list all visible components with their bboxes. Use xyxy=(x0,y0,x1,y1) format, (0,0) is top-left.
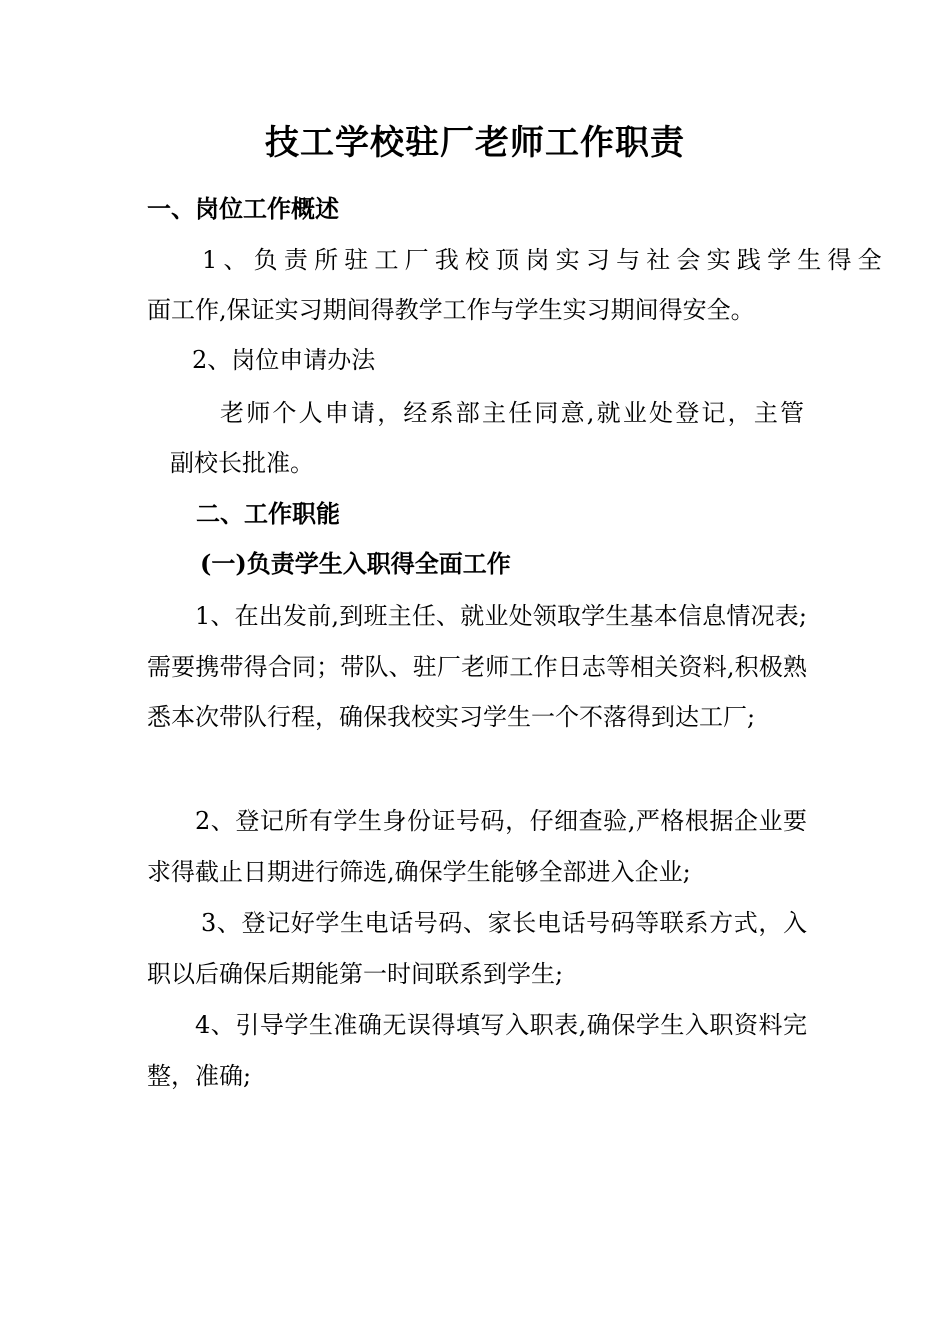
item2-line1: 老师个人申请，经系部主任同意,就业处登记，主管 xyxy=(220,399,807,427)
section-heading-functions: 二、工作职能 xyxy=(196,499,340,528)
item1-line1: 1、负责所驻工厂我校顶岗实习与社会实践学生得全 xyxy=(202,246,888,274)
item2-heading: 2、岗位申请办法 xyxy=(192,346,376,374)
duty-paragraph-1: 1、在出发前,到班主任、就业处领取学生基本信息情况表;需要携带得合同；带队、驻厂老师工作日志等相关资料,积极熟悉本次带队行程，确保我校实习学生一个不落得到达工厂; xyxy=(147,602,807,732)
section-heading-overview: 一、岗位工作概述 xyxy=(147,194,339,223)
item2-line2: 副校长批准。 xyxy=(170,449,314,477)
duty-paragraph-4: 4、引导学生准确无误得填写入职表,确保学生入职资料完整，准确; xyxy=(147,1011,807,1090)
item1-line2: 面工作,保证实习期间得教学工作与学生实习期间得安全。 xyxy=(147,296,755,324)
subsection-heading-onboarding: (一)负责学生入职得全面工作 xyxy=(200,549,511,578)
duty-paragraph-2: 2、登记所有学生身份证号码，仔细查验,严格根据企业要求得截止日期进行筛选,确保学生能够全部进入企业; xyxy=(147,807,807,886)
duty-paragraph-3: 3、登记好学生电话号码、家长电话号码等联系方式，入职以后确保后期能第一时间联系到学生; xyxy=(147,909,807,988)
document-title: 技工学校驻厂老师工作职责 xyxy=(265,123,685,163)
